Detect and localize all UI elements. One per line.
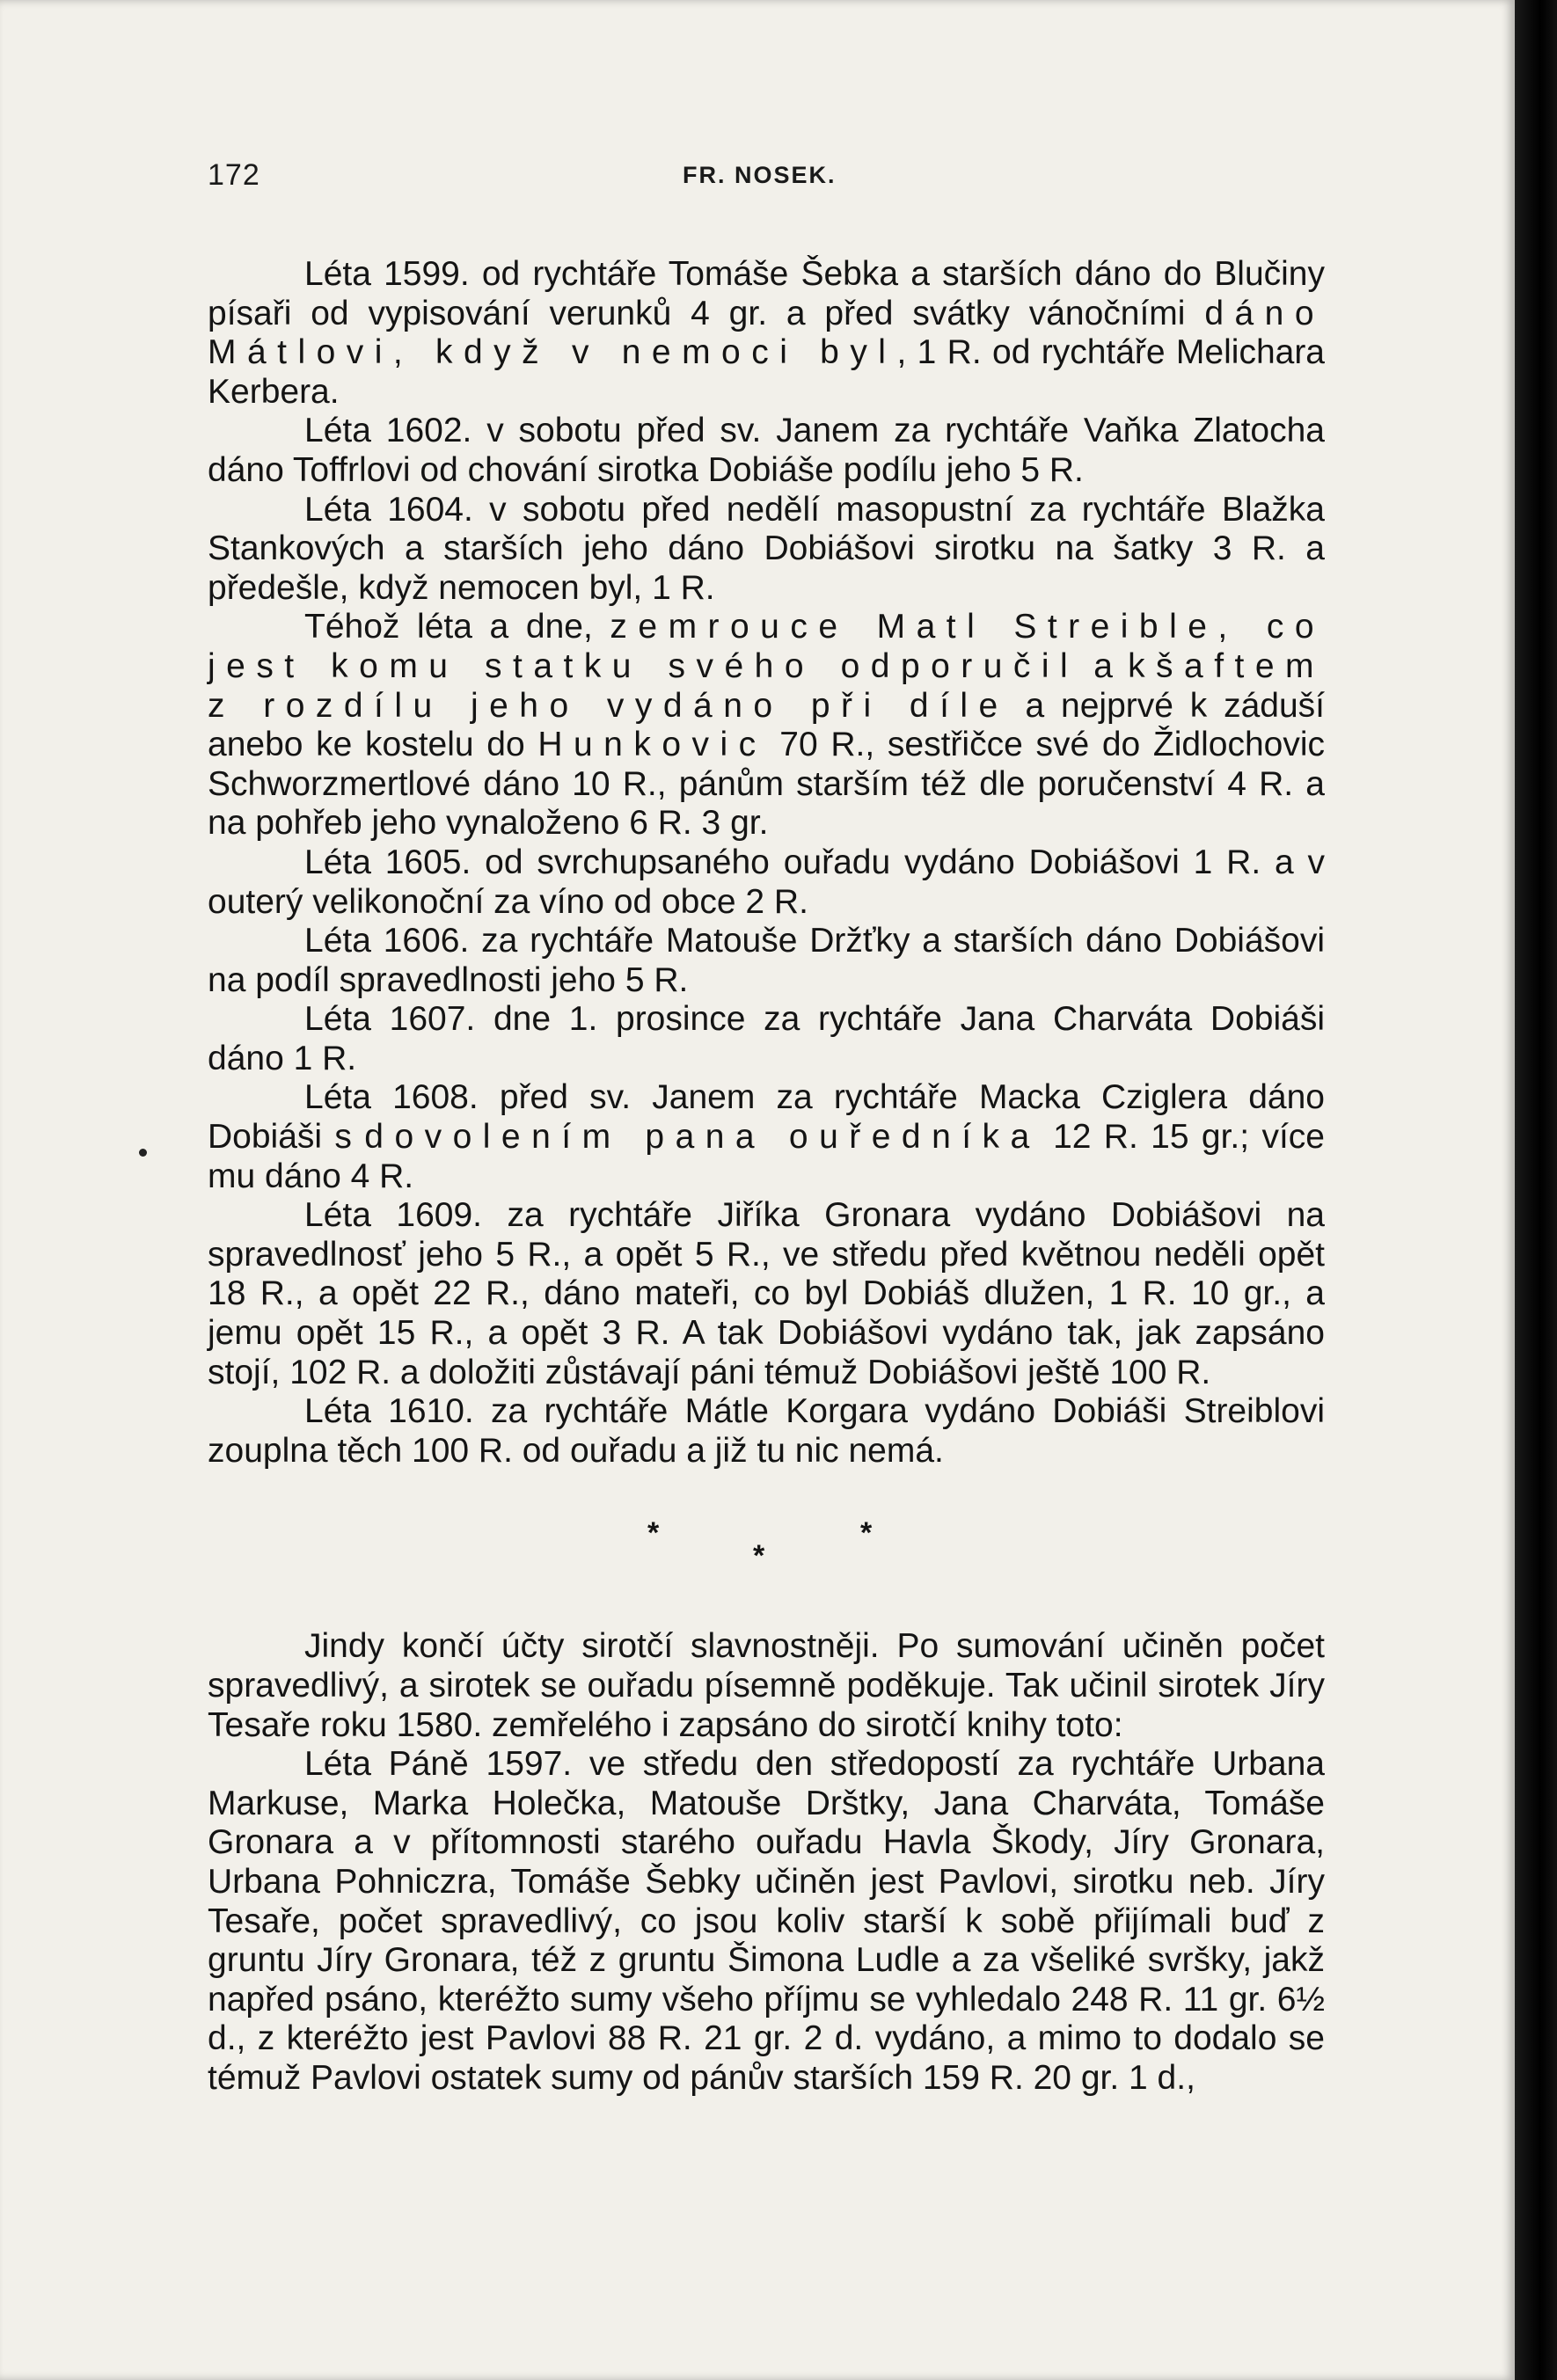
paragraph (208, 922, 1325, 1000)
separator-star: * (753, 1539, 765, 1573)
separator-star: * (647, 1516, 660, 1551)
text-run: a (1078, 646, 1129, 685)
spaced-emphasis-text: Hunkovic (537, 726, 767, 764)
text-run: Léta 1599. od rychtáře Tomáše Šebka a starších dáno do Blučiny písaři od vypisování verunků 4 gr. a před svátky vánočními (208, 255, 1325, 332)
body-text (208, 255, 1325, 2099)
separator-star: * (860, 1516, 873, 1551)
paragraph (208, 1078, 1325, 1196)
paragraph (208, 843, 1325, 922)
text-run: 70 R., sestřičce své do Židlochovic Schworzmertlové dáno 10 R., pánům starším též dle poručenství 4 R. a na pohřeb jeho vynaloženo 6 R. 3 gr. (208, 726, 1325, 843)
text-run: , 1 R. od rychtáře Melichara Kerbera. (208, 333, 1325, 411)
print-speck (139, 1149, 147, 1157)
paragraph (208, 1196, 1325, 1392)
paragraph (208, 412, 1325, 490)
paragraph (208, 491, 1325, 609)
text-run: Léta 1605. od svrchupsaného ouřadu vydáno Dobiášovi 1 R. a v outerý velikonoční za víno od obce 2 R. (208, 843, 1325, 921)
text-run: Léta 1606. za rychtáře Matouše Držťky a starších dáno Dobiášovi na podíl spravedlnosti jeho 5 R. (208, 922, 1325, 999)
paragraph (208, 1745, 1325, 2098)
paragraph (208, 1392, 1325, 1471)
text-run: 12 R. 15 gr.; více mu dáno 4 R. (208, 1118, 1325, 1195)
page-number: 172 (208, 158, 260, 192)
record-entries (208, 255, 1325, 1471)
text-run: a nejprvé k záduší anebo ke kostelu do (208, 686, 1325, 764)
text-run: Léta 1609. za rychtáře Jiříka Gronara vydáno Dobiášovi na spravedlnosť jeho 5 R., a opět 5 R., ve středu před květnou neděli opět 18 R., a opět 22 R., dáno mateři, co byl Dobiáš dlužen, 1 R. 10 gr., a jemu opět 15 R., a opět 3 R. A tak Dobiášovi vydáno tak, jak zapsáno stojí, 102 R. a doložiti zůstávají páni témuž Dobiášovi ještě 100 R. (208, 1196, 1325, 1391)
spaced-emphasis-text: zemrouce Matl Streible, co jest komu statku svého odporučil (208, 608, 1325, 685)
spaced-emphasis-text: dovolením pana ouředníka (364, 1118, 1041, 1157)
page-edge-shadow (1515, 0, 1557, 2380)
page-header (208, 158, 1325, 202)
text-run: Léta 1607. dne 1. prosince za rychtáře Jana Charváta Dobiáši dáno 1 R. (208, 1000, 1325, 1077)
text-run: Jindy končí účty sirotčí slavnostněji. Po sumování učiněn počet spravedlivý, a sirotek se ouřadu písemně poděkuje. Tak učinil sirotek Jíry Tesaře roku 1580. zemřelého i zapsáno do sirotčí knihy toto: (208, 1627, 1325, 1744)
section-separator (208, 1516, 1325, 1573)
text-run: Léta 1610. za rychtáře Mátle Korgara vydáno Dobiáši Streiblovi zouplna těch 100 R. od ouřadu a již tu nic nemá. (208, 1392, 1325, 1470)
paragraph (208, 1627, 1325, 1745)
paragraph (208, 608, 1325, 843)
closing-section (208, 1627, 1325, 2098)
text-run: Léta 1608. před sv. Janem za rychtáře Macka Cziglera dáno Dobiáši s (208, 1078, 1325, 1157)
running-head: FR. NOSEK. (683, 162, 837, 188)
text-run: Léta 1602. v sobotu před sv. Janem za rychtáře Vaňka Zlatocha dáno Toffrlovi od chování sirotka Dobiáše podílu jeho 5 R. (208, 412, 1325, 489)
text-run: Léta Páně 1597. ve středu den středopostí za rychtáře Urbana Markuse, Marka Holečka, Matouše Drštky, Jana Charváta, Tomáše Gronara a v přítomnosti starého ouřadu Havla Škody, Jíry Gronara, Urbana Pohniczra, Tomáše Šebky učiněn jest Pavlovi, sirotku neb. Jíry Tesaře, počet spravedlivý, co jsou koliv starší k sobě přijímali buď z gruntu Jíry Gronara, též z gruntu Šimona Ludle a za všeliké svršky, jakž napřed psáno, kteréžto sumy všeho příjmu se vyhledalo 248 R. 11 gr. 6½ d., z kteréžto jest Pavlovi 88 R. 21 gr. 2 d. vydáno, a mimo to dodalo se témuž Pavlovi ostatek sumy od pánův starších 159 R. 20 gr. 1 d., (208, 1745, 1325, 2097)
paragraph (208, 255, 1325, 412)
text-run: Téhož léta a dne, (304, 608, 610, 646)
spaced-emphasis-text: kšaftem z rozdílu jeho vydáno při díle (208, 646, 1325, 725)
paragraph (208, 1000, 1325, 1078)
spaced-emphasis-text: dáno Mátlovi, když v nemoci byl (208, 294, 1325, 372)
text-run: Léta 1604. v sobotu před nedělí masopustní za rychtáře Blažka Stankových a starších jeho dáno Dobiášovi sirotku na šatky 3 R. a předešle, když nemocen byl, 1 R. (208, 490, 1325, 607)
